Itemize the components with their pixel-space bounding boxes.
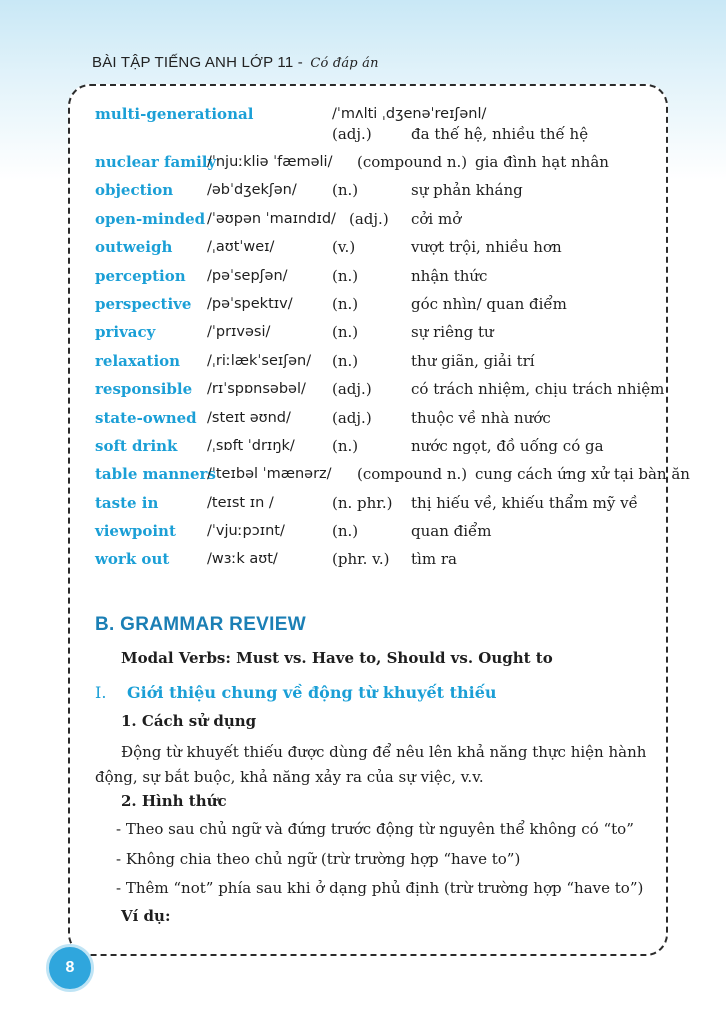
form-bullet: - Theo sau chủ ngữ và đứng trước động từ nguyên thể không có “to”: [116, 820, 634, 838]
vocab-type: (adj.): [332, 380, 372, 399]
vocab-word: perspective: [95, 294, 192, 313]
vocab-type: (phr. v.): [332, 550, 390, 569]
vocabulary-list: [95, 100, 690, 574]
vocab-type: (v.): [332, 238, 356, 257]
vocab-phonetic: /ˈvjuːpɔɪnt/: [207, 523, 285, 540]
heading-usage: 1. Cách sử dụng: [121, 712, 257, 730]
vocab-meaning: có trách nhiệm, chịu trách nhiệm: [411, 380, 665, 399]
vocab-meaning: nước ngọt, đồ uống có ga: [411, 436, 604, 455]
vocab-meaning: đa thế hệ, nhiều thế hệ: [411, 125, 589, 143]
example-label: Ví dụ:: [121, 907, 171, 925]
heading-form: 2. Hình thức: [121, 792, 227, 810]
vocab-word: work out: [95, 550, 170, 569]
heading-1-text: Giới thiệu chung về động từ khuyết thiếu: [127, 683, 497, 702]
vocab-meaning: quan điểm: [411, 522, 492, 541]
vocab-type: (adj.): [332, 408, 372, 427]
vocab-phonetic: /pəˈsepʃən/: [207, 267, 288, 284]
vocab-type: (n. phr.): [332, 493, 393, 512]
vocab-type: (n.): [332, 323, 359, 342]
header-title: BÀI TẬP TIẾNG ANH LỚP 11 -: [92, 54, 303, 71]
form-bullet: - Thêm “not” phía sau khi ở dạng phủ định (trừ trường hợp “have to”): [116, 879, 644, 897]
usage-paragraph: Động từ khuyết thiếu được dùng để nêu lên khả năng thực hiện hành động, sự bắt buộc, khả năng xảy ra của sự việc, v.v.: [95, 743, 647, 786]
vocab-meaning: vượt trội, nhiều hơn: [411, 238, 562, 257]
vocab-type: (n.): [332, 522, 359, 541]
vocab-row: [95, 205, 655, 233]
vocab-word: state-owned: [95, 408, 197, 427]
vocab-word: viewpoint: [95, 522, 176, 541]
heading-1: [95, 683, 497, 702]
page-header: [92, 54, 379, 78]
vocab-word: relaxation: [95, 351, 181, 370]
form-bullet: - Không chia theo chủ ngữ (trừ trường hợp “have to”): [116, 850, 521, 868]
vocab-row: [95, 404, 655, 432]
vocab-row: [95, 545, 655, 573]
section-title: B. GRAMMAR REVIEW: [95, 614, 306, 635]
vocab-phonetic: /teɪst ɪn /: [207, 494, 274, 511]
vocab-word: privacy: [95, 323, 156, 342]
vocab-type: (compound n.): [357, 465, 468, 484]
vocab-row: [95, 517, 655, 545]
vocab-word: taste in: [95, 493, 159, 512]
vocab-row: [95, 148, 655, 176]
vocab-type: (n.): [332, 266, 359, 285]
vocab-meaning: thuộc về nhà nước: [411, 408, 551, 427]
vocab-word: perception: [95, 266, 186, 285]
vocab-type: (n.): [332, 351, 359, 370]
vocab-phonetic: /ˈnjuːkliə ˈfæməli/: [207, 154, 333, 170]
vocab-phonetic: /ˈəʊpən ˈmaɪndɪd/: [207, 210, 336, 227]
vocab-meaning: thị hiếu về, khiếu thẩm mỹ về: [411, 493, 638, 512]
vocab-row: [95, 489, 655, 517]
vocab-phonetic: /ˈprɪvəsi/: [207, 324, 271, 341]
vocab-phonetic: /rɪˈspɒnsəbəl/: [207, 381, 306, 398]
vocab-word: responsible: [95, 380, 193, 399]
page-number-badge: 8: [46, 944, 94, 992]
vocab-word: nuclear family: [95, 153, 217, 171]
vocab-row: [95, 318, 655, 346]
vocab-word: multi-generational: [95, 105, 254, 123]
vocab-phonetic: /ˈteɪbəl ˈmænərz/: [207, 466, 332, 483]
vocab-meaning: tìm ra: [411, 550, 457, 569]
vocab-word: outweigh: [95, 238, 173, 257]
vocab-type: (n.): [332, 181, 359, 200]
vocab-type: (n.): [332, 436, 359, 455]
vocab-meaning: nhận thức: [411, 266, 488, 285]
vocab-row: [95, 460, 690, 488]
vocab-phonetic: /pəˈspektɪv/: [207, 295, 293, 312]
vocab-row: [95, 347, 655, 375]
vocab-phonetic: /steɪt əʊnd/: [207, 409, 291, 426]
vocab-word: objection: [95, 181, 174, 200]
vocab-meaning: sự riêng tư: [411, 323, 494, 342]
vocab-meaning: sự phản kháng: [411, 181, 523, 200]
vocab-row: [95, 233, 655, 261]
vocab-row: [95, 375, 665, 403]
heading-1-number: I.: [95, 683, 107, 702]
vocab-row: [95, 262, 655, 290]
vocab-meaning: góc nhìn/ quan điểm: [411, 294, 567, 313]
vocab-word: table manners: [95, 465, 216, 484]
vocab-phonetic: /əbˈdʒekʃən/: [207, 182, 297, 199]
grammar-subtitle: Modal Verbs: Must vs. Have to, Should vs. Ought to: [121, 649, 553, 667]
vocab-phonetic: /ˌaʊtˈweɪ/: [207, 239, 275, 256]
vocab-type: (n.): [332, 294, 359, 313]
vocab-meaning: cung cách ứng xử tại bàn ăn: [475, 465, 690, 484]
vocab-phonetic: /ˌsɒft ˈdrɪŋk/: [207, 437, 295, 454]
vocab-meaning: gia đình hạt nhân: [475, 153, 609, 171]
vocab-meaning: cởi mở: [411, 209, 462, 228]
vocab-meaning: thư giãn, giải trí: [411, 351, 535, 370]
vocab-phonetic: /wɜːk aʊt/: [207, 551, 278, 568]
vocab-phonetic: /ˈmʌlti ˌdʒenəˈreɪʃənl/: [332, 106, 487, 122]
vocab-word: open-minded: [95, 209, 206, 228]
vocab-type: (adj.): [332, 125, 372, 143]
vocab-word: soft drink: [95, 436, 178, 455]
vocab-row: [95, 100, 655, 148]
vocab-type: (adj.): [349, 209, 389, 228]
vocab-row: [95, 290, 655, 318]
header-subtitle: Có đáp án: [310, 56, 379, 71]
vocab-row: [95, 176, 655, 204]
vocab-row: [95, 432, 655, 460]
vocab-type: (compound n.): [357, 153, 468, 171]
vocab-phonetic: /ˌriːlækˈseɪʃən/: [207, 352, 312, 369]
